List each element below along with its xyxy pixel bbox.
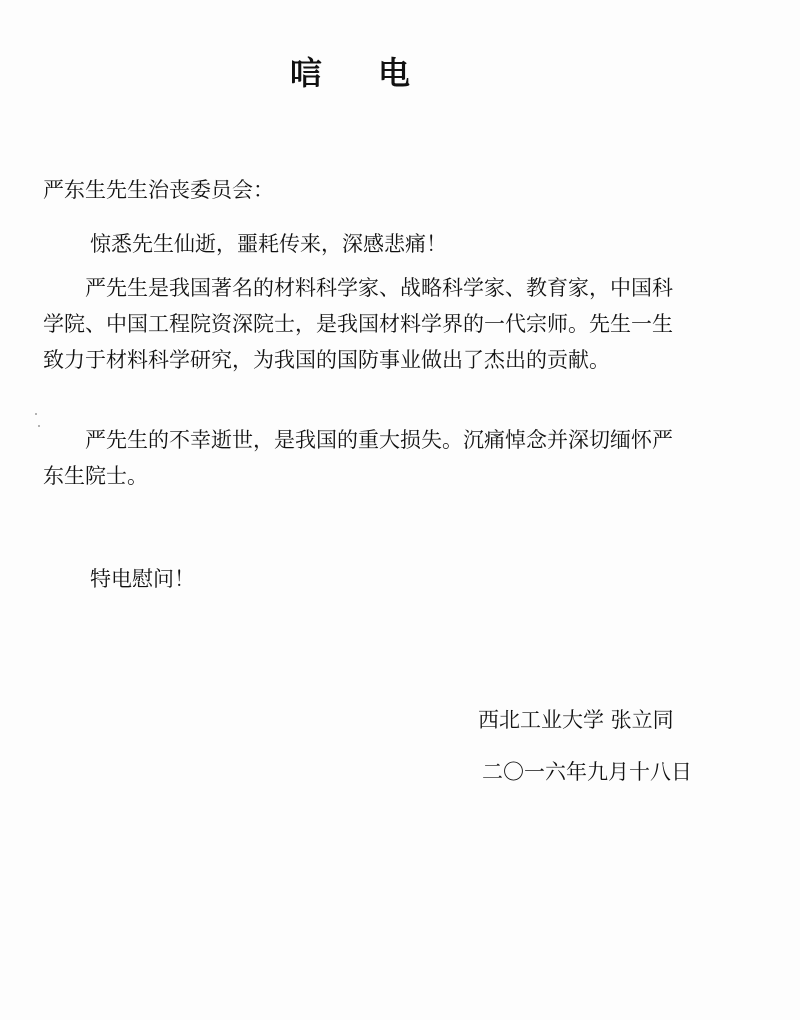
paragraph-mourning: 严先生的不幸逝世，是我国的重大损失。沉痛悼念并深切缅怀严东生院士。 — [43, 428, 673, 488]
paragraph-biography: 严先生是我国著名的材料科学家、战略科学家、教育家，中国科学院、中国工程院资深院士，是我国材料学界的一代宗师。先生一生致力于材料科学研究，为我国的国防事业做出了杰出的贡献。 — [43, 276, 673, 372]
paragraph-condolence: 惊悉先生仙逝，噩耗传来，深感悲痛！ — [90, 232, 447, 256]
salutation: 严东生先生治丧委员会： — [43, 178, 274, 202]
title-char-1: 唁 — [289, 54, 322, 92]
scan-speck — [38, 425, 40, 427]
document-title — [0, 48, 700, 94]
title-char-2: 电 — [378, 54, 411, 92]
closing-line: 特电慰问！ — [90, 567, 195, 591]
date-line: 二〇一六年九月十八日 — [482, 760, 692, 784]
scan-speck — [35, 413, 37, 415]
signature: 西北工业大学 张立同 — [478, 708, 674, 732]
